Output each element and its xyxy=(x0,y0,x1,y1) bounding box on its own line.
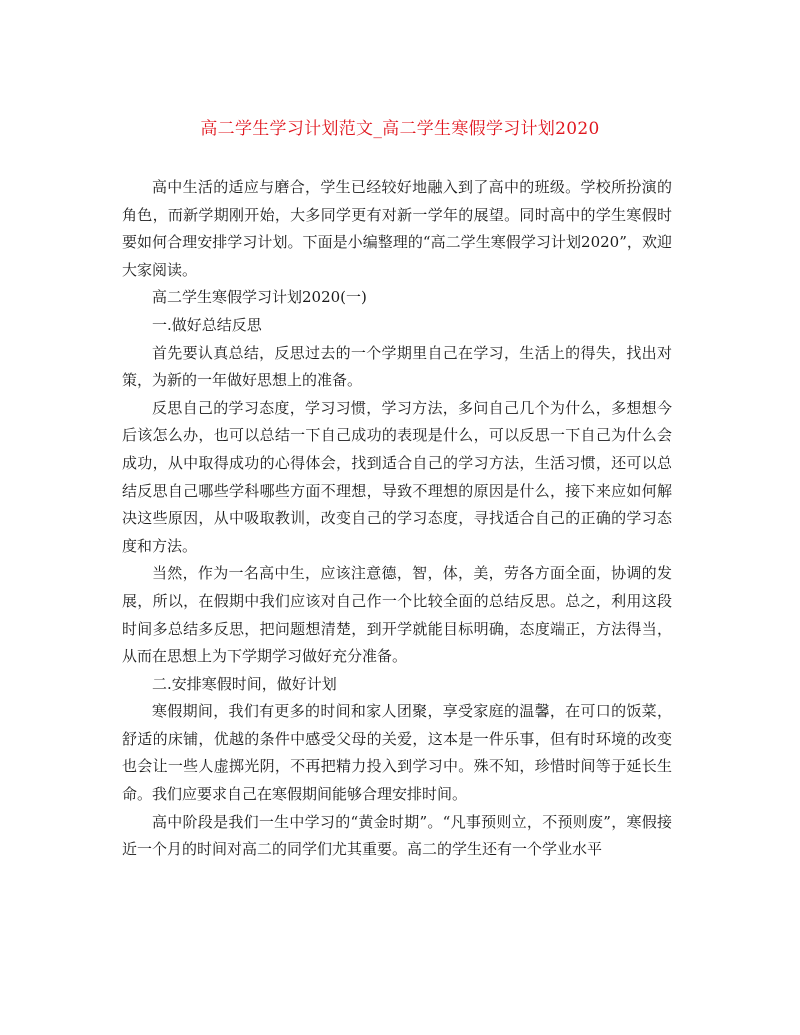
paragraph: 反思自己的学习态度，学习习惯，学习方法，多问自己几个为什么，多想想今后该怎么办，也可以总结一下自己成功的表现是什么，可以反思一下自己为什么会成功，从中取得成功的心得体会，找到适合自己的学习方法，生活习惯，还可以总结反思自己哪些学科哪些方面不理想，导致不理想的原因是什么，接下来应如何解决这些原因，从中吸取教训，改变自己的学习态度，寻找适合自己的正确的学习态度和方法。 xyxy=(122,398,672,555)
section-heading-plan-1: 高二学生寒假学习计划2020(一) xyxy=(152,288,367,307)
subheading-schedule: 二.安排寒假时间，做好计划 xyxy=(152,674,337,693)
document-body xyxy=(122,174,672,864)
document-title: 高二学生学习计划范文_高二学生寒假学习计划2020 xyxy=(200,119,600,139)
paragraph: 寒假期间，我们有更多的时间和家人团聚，享受家庭的温馨，在可口的饭菜，舒适的床铺，优越的条件中感受父母的关爱，这本是一件乐事，但有时环境的改变也会让一些人虚掷光阴，不再把精力投入到学习中。殊不知，珍惜时间等于延长生命。我们应要求自己在寒假期间能够合理安排时间。 xyxy=(122,702,672,804)
paragraph: 首先要认真总结，反思过去的一个学期里自己在学习，生活上的得失，找出对策，为新的一年做好思想上的准备。 xyxy=(122,343,672,390)
paragraph-intro: 高中生活的适应与磨合，学生已经较好地融入到了高中的班级。学校所扮演的角色，而新学期刚开始，大多同学更有对新一学年的展望。同时高中的学生寒假时要如何合理安排学习计划。下面是小编整理的“高二学生寒假学习计划2020”，欢迎大家阅读。 xyxy=(122,178,672,279)
paragraph: 高中阶段是我们一生中学习的“黄金时期”。“凡事预则立，不预则废”，寒假接近一个月的时间对高二的同学们尤其重要。高二的学生还有一个学业水平 xyxy=(122,812,672,859)
subheading-reflect: 一.做好总结反思 xyxy=(152,315,262,334)
paragraph: 当然，作为一名高中生，应该注意德，智，体，美，劳各方面全面，协调的发展，所以，在假期中我们应该对自己作一个比较全面的总结反思。总之，利用这段时间多总结多反思，把问题想清楚，到开学就能目标明确，态度端正，方法得当，从而在思想上为下学期学习做好充分准备。 xyxy=(122,564,672,666)
